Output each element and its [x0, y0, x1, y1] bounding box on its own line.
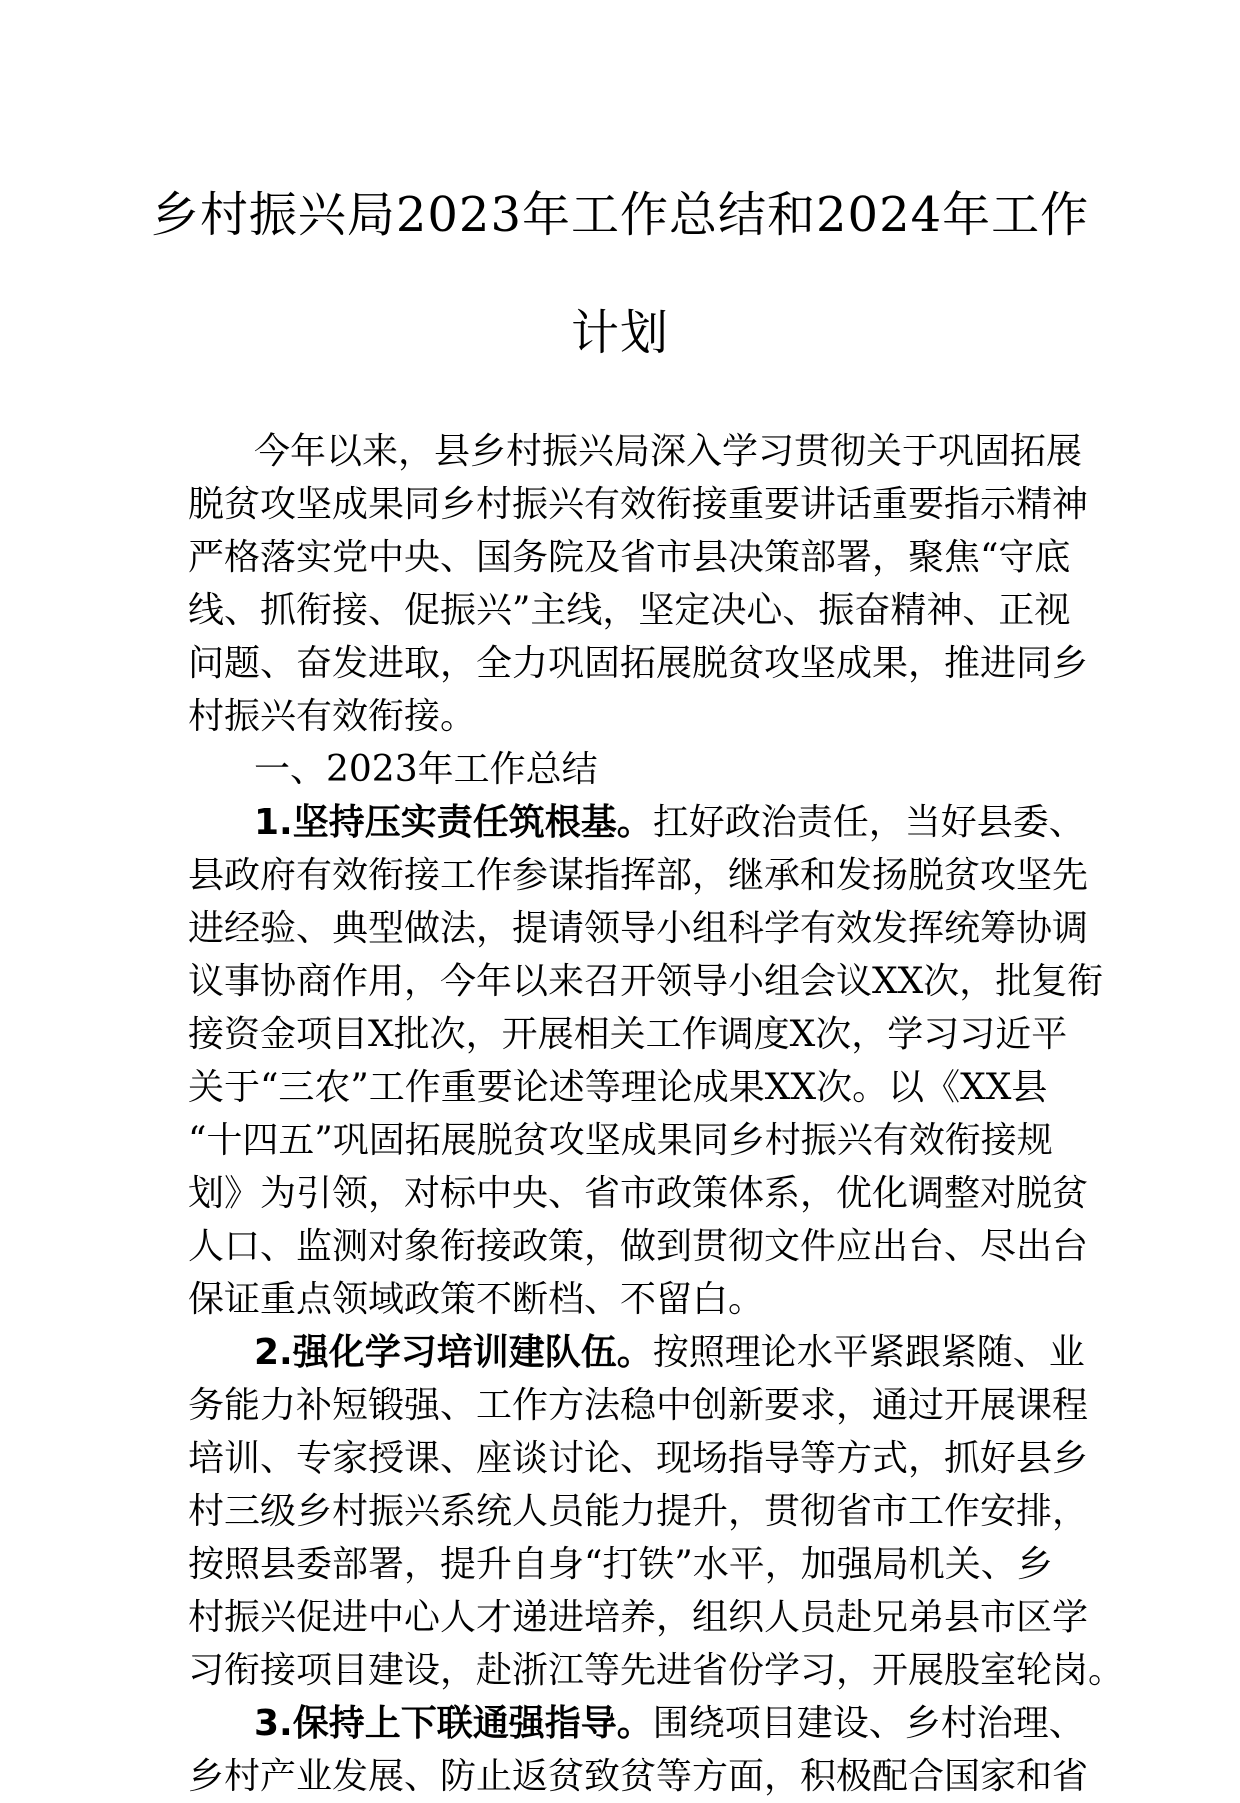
intro-line: 脱贫攻坚成果同乡村振兴有效衔接重要讲话重要指示精神 — [188, 484, 1089, 525]
intro-line: 村振兴有效衔接。 — [188, 696, 477, 737]
item1-first-rest: 扛好政治责任，当好县委、 — [652, 802, 1085, 843]
item3-first-line — [188, 1697, 1085, 1750]
document-title-line1: 乡村振兴局2023年工作总结和2024年工作 — [150, 187, 1090, 243]
intro-line: 严格落实党中央、国务院及省市县决策部署，聚焦“守底 — [188, 537, 1071, 578]
document-body — [188, 425, 1125, 1803]
item1-lead: 1.坚持压实责任筑根基。 — [254, 802, 653, 843]
intro-line: 问题、奋发进取，全力巩固拓展脱贫攻坚成果，推进同乡 — [188, 643, 1089, 684]
item2-line: 按照县委部署，提升自身“打铁”水平，加强局机关、乡 — [188, 1544, 1053, 1585]
item2-first-line — [188, 1326, 1085, 1379]
document-title-line2: 计划 — [570, 305, 669, 361]
intro-line: 线、抓衔接、促振兴”主线，坚定决心、振奋精神、正视 — [188, 590, 1071, 631]
item2-line: 习衔接项目建设，赴浙江等先进省份学习，开展股室轮岗。 — [188, 1650, 1125, 1691]
item1-line: 进经验、典型做法，提请领导小组科学有效发挥统筹协调 — [188, 908, 1089, 949]
section-heading: 一、2023年工作总结 — [254, 749, 598, 790]
item2-line: 村三级乡村振兴系统人员能力提升，贯彻省市工作安排， — [188, 1491, 1089, 1532]
item2-first-rest: 按照理论水平紧跟紧随、业 — [652, 1332, 1085, 1373]
item1-first-line — [188, 796, 1085, 849]
intro-line: 今年以来，县乡村振兴局深入学习贯彻关于巩固拓展 — [254, 431, 1083, 472]
item1-line: “十四五”巩固拓展脱贫攻坚成果同乡村振兴有效衔接规 — [188, 1120, 1053, 1161]
item2-line: 培训、专家授课、座谈讨论、现场指导等方式，抓好县乡 — [188, 1438, 1089, 1479]
item1-line: 划》为引领，对标中央、省市政策体系，优化调整对脱贫 — [188, 1173, 1089, 1214]
item3-line: 乡村产业发展、防止返贫致贫等方面，积极配合国家和省 — [188, 1756, 1089, 1797]
item1-line: 人口、监测对象衔接政策，做到贯彻文件应出台、尽出台 — [188, 1226, 1089, 1267]
item1-line: 议事协商作用，今年以来召开领导小组会议XX次，批复衔 — [188, 961, 1104, 1002]
item2-line: 村振兴促进中心人才递进培养，组织人员赴兄弟县市区学 — [188, 1597, 1089, 1638]
item1-line: 接资金项目X批次，开展相关工作调度X次，学习习近平 — [188, 1014, 1068, 1055]
item2-lead: 2.强化学习培训建队伍。 — [254, 1332, 653, 1373]
item3-first-rest: 围绕项目建设、乡村治理、 — [652, 1703, 1085, 1744]
item1-line: 保证重点领域政策不断档、不留白。 — [188, 1279, 765, 1320]
item1-line: 关于“三农”工作重要论述等理论成果XX次。以《XX县 — [188, 1067, 1048, 1108]
item1-line: 县政府有效衔接工作参谋指挥部，继承和发扬脱贫攻坚先 — [188, 855, 1089, 896]
item2-line: 务能力补短锻强、工作方法稳中创新要求，通过开展课程 — [188, 1385, 1089, 1426]
item3-lead: 3.保持上下联通强指导。 — [254, 1703, 653, 1744]
